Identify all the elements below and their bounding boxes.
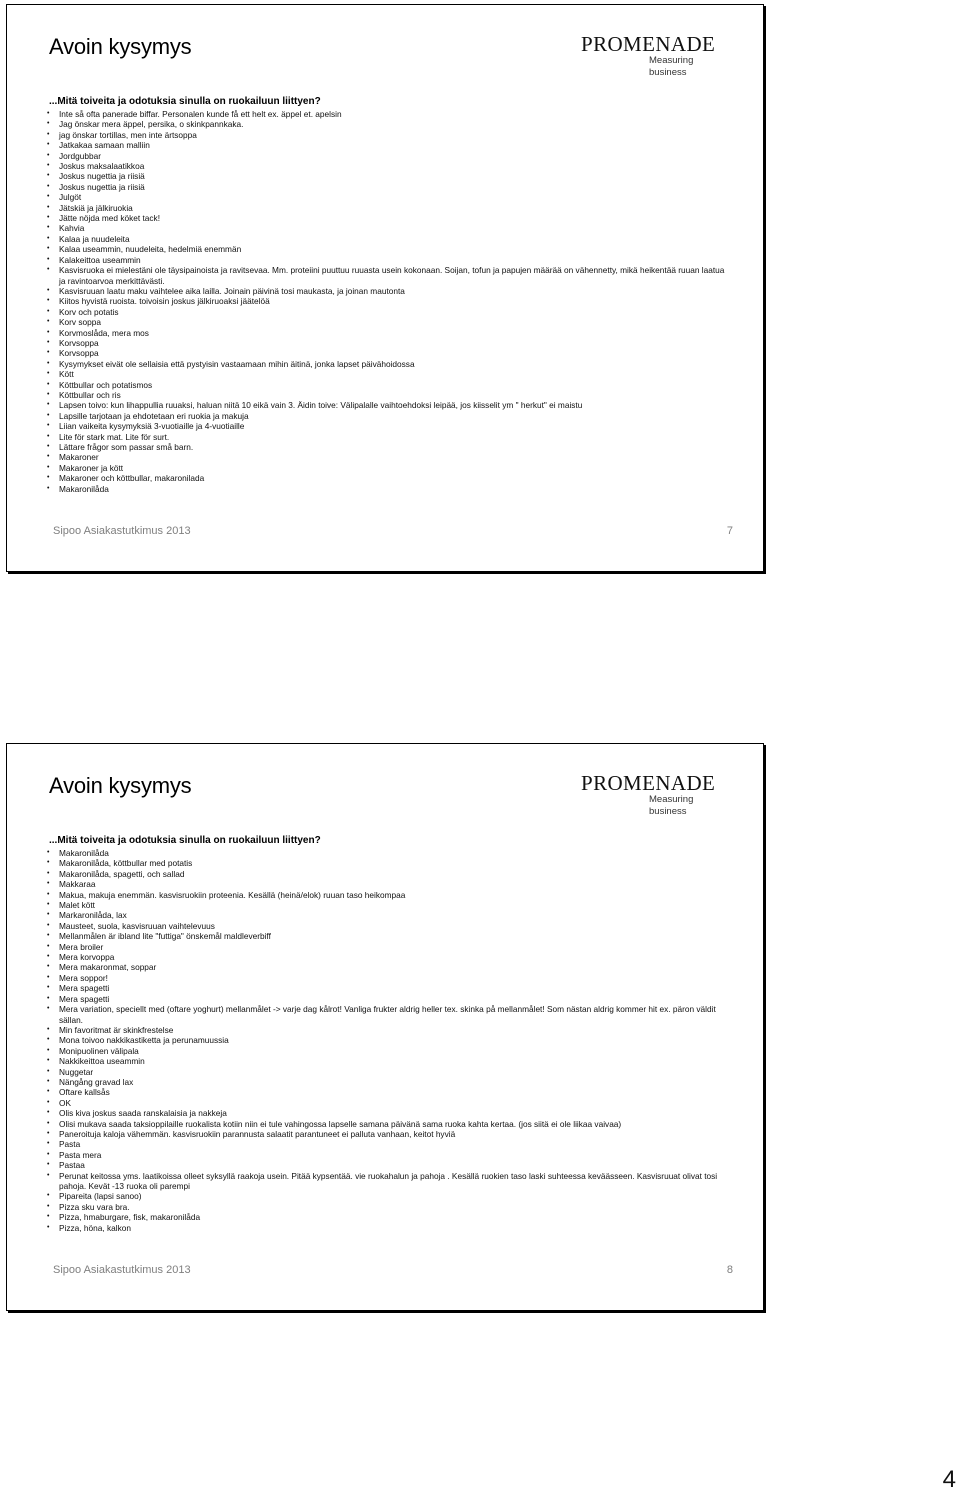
slide-title: Avoin kysymys: [49, 34, 192, 59]
answer-item: • Mausteet, suola, kasvisruuan vaihtelevuus: [47, 921, 727, 931]
answer-item: • Mera soppor!: [47, 973, 727, 983]
answer-item: • Kiitos hyvistä ruoista. toivoisin joskus jälkiruoaksi jäätelöä: [47, 296, 727, 306]
question-heading: ...Mitä toiveita ja odotuksia sinulla on ruokailuun liittyen?: [49, 835, 321, 846]
answer-item: • Makaronilåda: [47, 848, 727, 858]
answer-item: • Makaronilåda, spagetti, och sallad: [47, 869, 727, 879]
answer-item: • Mera broiler: [47, 942, 727, 952]
answer-item: • Mera korvoppa: [47, 952, 727, 962]
answer-item: • Lite för stark mat. Lite för surt.: [47, 432, 727, 442]
answer-item: • Lapsen toivo: kun lihappullia ruuaksi, haluan niitä 10 eikä vain 3. Äidin toive: Välipalalle vaihtoehdoksi leipää, jos kiisselit ym " herkut" ei maistu: [47, 400, 727, 410]
answer-item: • Julgöt: [47, 192, 727, 202]
answer-item: • Liian vaikeita kysymyksiä 3-vuotiaille ja 4-vuotiaille: [47, 421, 727, 431]
answer-item: • Makaronilåda: [47, 484, 727, 494]
answer-item: • Köttbullar och ris: [47, 390, 727, 400]
answer-item: • Mera variation, speciellt med (oftare yoghurt) mellanmålet -> varje dag kålrot! Vanliga frukter aldrig heller tex. skinka på mellanmålet! Som nästan aldrig kommer hit ex. päron väldit sällan.: [47, 1004, 727, 1025]
answer-item: • Korvmoslåda, mera mos: [47, 328, 727, 338]
answer-item: • Jätte nöjda med köket tack!: [47, 213, 727, 223]
answer-item: • Markaronilåda, lax: [47, 910, 727, 920]
answer-item: • Kalaa useammin, nuudeleita, hedelmiä enemmän: [47, 244, 727, 254]
logo-wordmark: PROMENADE: [581, 32, 716, 56]
answer-item: • jag önskar tortillas, men inte ärtsoppa: [47, 130, 727, 140]
answer-list: [47, 848, 727, 1233]
answer-item: • Joskus nugettia ja riisiä: [47, 182, 727, 192]
slide-8: [6, 743, 764, 1311]
answer-item: • Jag önskar mera äppel, persika, o skinkpannkaka.: [47, 119, 727, 129]
answer-item: • Nakkikeittoa useammin: [47, 1056, 727, 1066]
answer-item: • Joskus nugettia ja riisiä: [47, 171, 727, 181]
answer-item: • Kysymykset eivät ole sellaisia että pystyisin vastaamaan mihin äitinä, jonka lapset päivähoidossa: [47, 359, 727, 369]
answer-item: • Kalaa ja nuudeleita: [47, 234, 727, 244]
question-heading: ...Mitä toiveita ja odotuksia sinulla on ruokailuun liittyen?: [49, 96, 321, 107]
answer-item: • Pizza, höna, kalkon: [47, 1223, 727, 1233]
answer-item: • Olis kiva joskus saada ranskalaisia ja nakkeja: [47, 1108, 727, 1118]
answer-item: • Lättare frågor som passar små barn.: [47, 442, 727, 452]
answer-item: • Makaronilåda, köttbullar med potatis: [47, 858, 727, 868]
answer-item: • Korv soppa: [47, 317, 727, 327]
answer-item: • Makua, makuja enemmän. kasvisruokiin proteenia. Kesällä (heinä/elok) ruuan taso heikompaa: [47, 890, 727, 900]
answer-item: • Korvsoppa: [47, 338, 727, 348]
answer-item: • Pizza sku vara bra.: [47, 1202, 727, 1212]
answer-item: • Monipuolinen välipala: [47, 1046, 727, 1056]
answer-item: • Inte så ofta panerade biffar. Personalen kunde få ett helt ex. äppel et. apelsin: [47, 109, 727, 119]
answer-item: • Nuggetar: [47, 1067, 727, 1077]
answer-list: [47, 109, 727, 494]
answer-item: • Oftare kallsås: [47, 1087, 727, 1097]
answer-item: • Korv och potatis: [47, 307, 727, 317]
answer-item: • Kött: [47, 369, 727, 379]
answer-item: • Min favoritmat är skinkfrestelse: [47, 1025, 727, 1035]
document-page-number: 4: [942, 1466, 956, 1493]
answer-item: • Perunat keitossa yms. laatikoissa olleet syksyllä raakoja usein. Pitää kypsentää. vie ruokahalun ja pahoja . Kesällä ruokien taso laski suhteessa keväässeen. Kasvisruuat olivat tosi pahoja. Kevät -13 ruoka oli parempi: [47, 1171, 727, 1192]
answer-item: • Olisi mukava saada taksioppilaille ruokalista kotiin niin ei tule vahingossa lapselle samana päivänä sama ruoka kahta kertaa. (jos siitä ei ole liikaa vaivaa): [47, 1119, 727, 1129]
answer-item: • Pizza, hmaburgare, fisk, makaronilåda: [47, 1212, 727, 1222]
answer-item: • Jatkakaa samaan malliin: [47, 140, 727, 150]
slide-page-number: 8: [726, 1264, 733, 1276]
answer-item: • Jordgubbar: [47, 151, 727, 161]
answer-item: • Pasta: [47, 1139, 727, 1149]
answer-item: • Makkaraa: [47, 879, 727, 889]
answer-item: • Jätskiä ja jälkiruokia: [47, 203, 727, 213]
answer-item: • Kalakeittoa useammin: [47, 255, 727, 265]
answer-item: • Nängång gravad lax: [47, 1077, 727, 1087]
answer-item: • Mellanmålen är ibland lite "futtiga" önskemål maldleverbiff: [47, 931, 727, 941]
logo-tagline: Measuring business: [649, 794, 694, 817]
logo-tagline: Measuring business: [649, 55, 694, 78]
logo-wordmark: PROMENADE: [581, 771, 716, 795]
answer-item: • Paneroituja kaloja vähemmän. kasvisruokiin parannusta salaatit parantuneet ei palluta vanhaan, keitot hyviä: [47, 1129, 727, 1139]
answer-item: • Makaroner: [47, 452, 727, 462]
slide-footer: Sipoo Asiakastutkimus 2013: [53, 525, 191, 537]
answer-item: • Kasvisruoka ei mielestäni ole täysipainoista ja ravitsevaa. Mm. proteiini puuttuu ruuasta usein kokonaan. Soijan, tofun ja papujen määrää on vähennetty, mikä heikentää ruuan laatua ja ravintoarvoa merkittävästi.: [47, 265, 727, 286]
slide-title: Avoin kysymys: [49, 773, 192, 798]
answer-item: • OK: [47, 1098, 727, 1108]
answer-item: • Kasvisruuan laatu maku vaihtelee aika lailla. Joinain päivinä tosi maukasta, ja joinan mautonta: [47, 286, 727, 296]
answer-item: • Mona toivoo nakkikastiketta ja perunamuussia: [47, 1035, 727, 1045]
answer-item: • Mera spagetti: [47, 994, 727, 1004]
answer-item: • Pasta mera: [47, 1150, 727, 1160]
answer-item: • Mera spagetti: [47, 983, 727, 993]
answer-item: • Malet kött: [47, 900, 727, 910]
answer-item: • Kahvia: [47, 223, 727, 233]
answer-item: • Pipareita (lapsi sanoo): [47, 1191, 727, 1201]
answer-item: • Joskus maksalaatikkoa: [47, 161, 727, 171]
answer-item: • Korvsoppa: [47, 348, 727, 358]
slide-7: [6, 4, 764, 572]
answer-item: • Makaroner ja kött: [47, 463, 727, 473]
answer-item: • Makaroner och köttbullar, makaronilada: [47, 473, 727, 483]
answer-item: • Pastaa: [47, 1160, 727, 1170]
answer-item: • Lapsille tarjotaan ja ehdotetaan eri ruokia ja makuja: [47, 411, 727, 421]
slide-footer: Sipoo Asiakastutkimus 2013: [53, 1264, 191, 1276]
answer-item: • Köttbullar och potatismos: [47, 380, 727, 390]
promenade-logo: [581, 33, 731, 79]
promenade-logo: [581, 772, 731, 818]
slide-page-number: 7: [726, 525, 733, 537]
answer-item: • Mera makaronmat, soppar: [47, 962, 727, 972]
